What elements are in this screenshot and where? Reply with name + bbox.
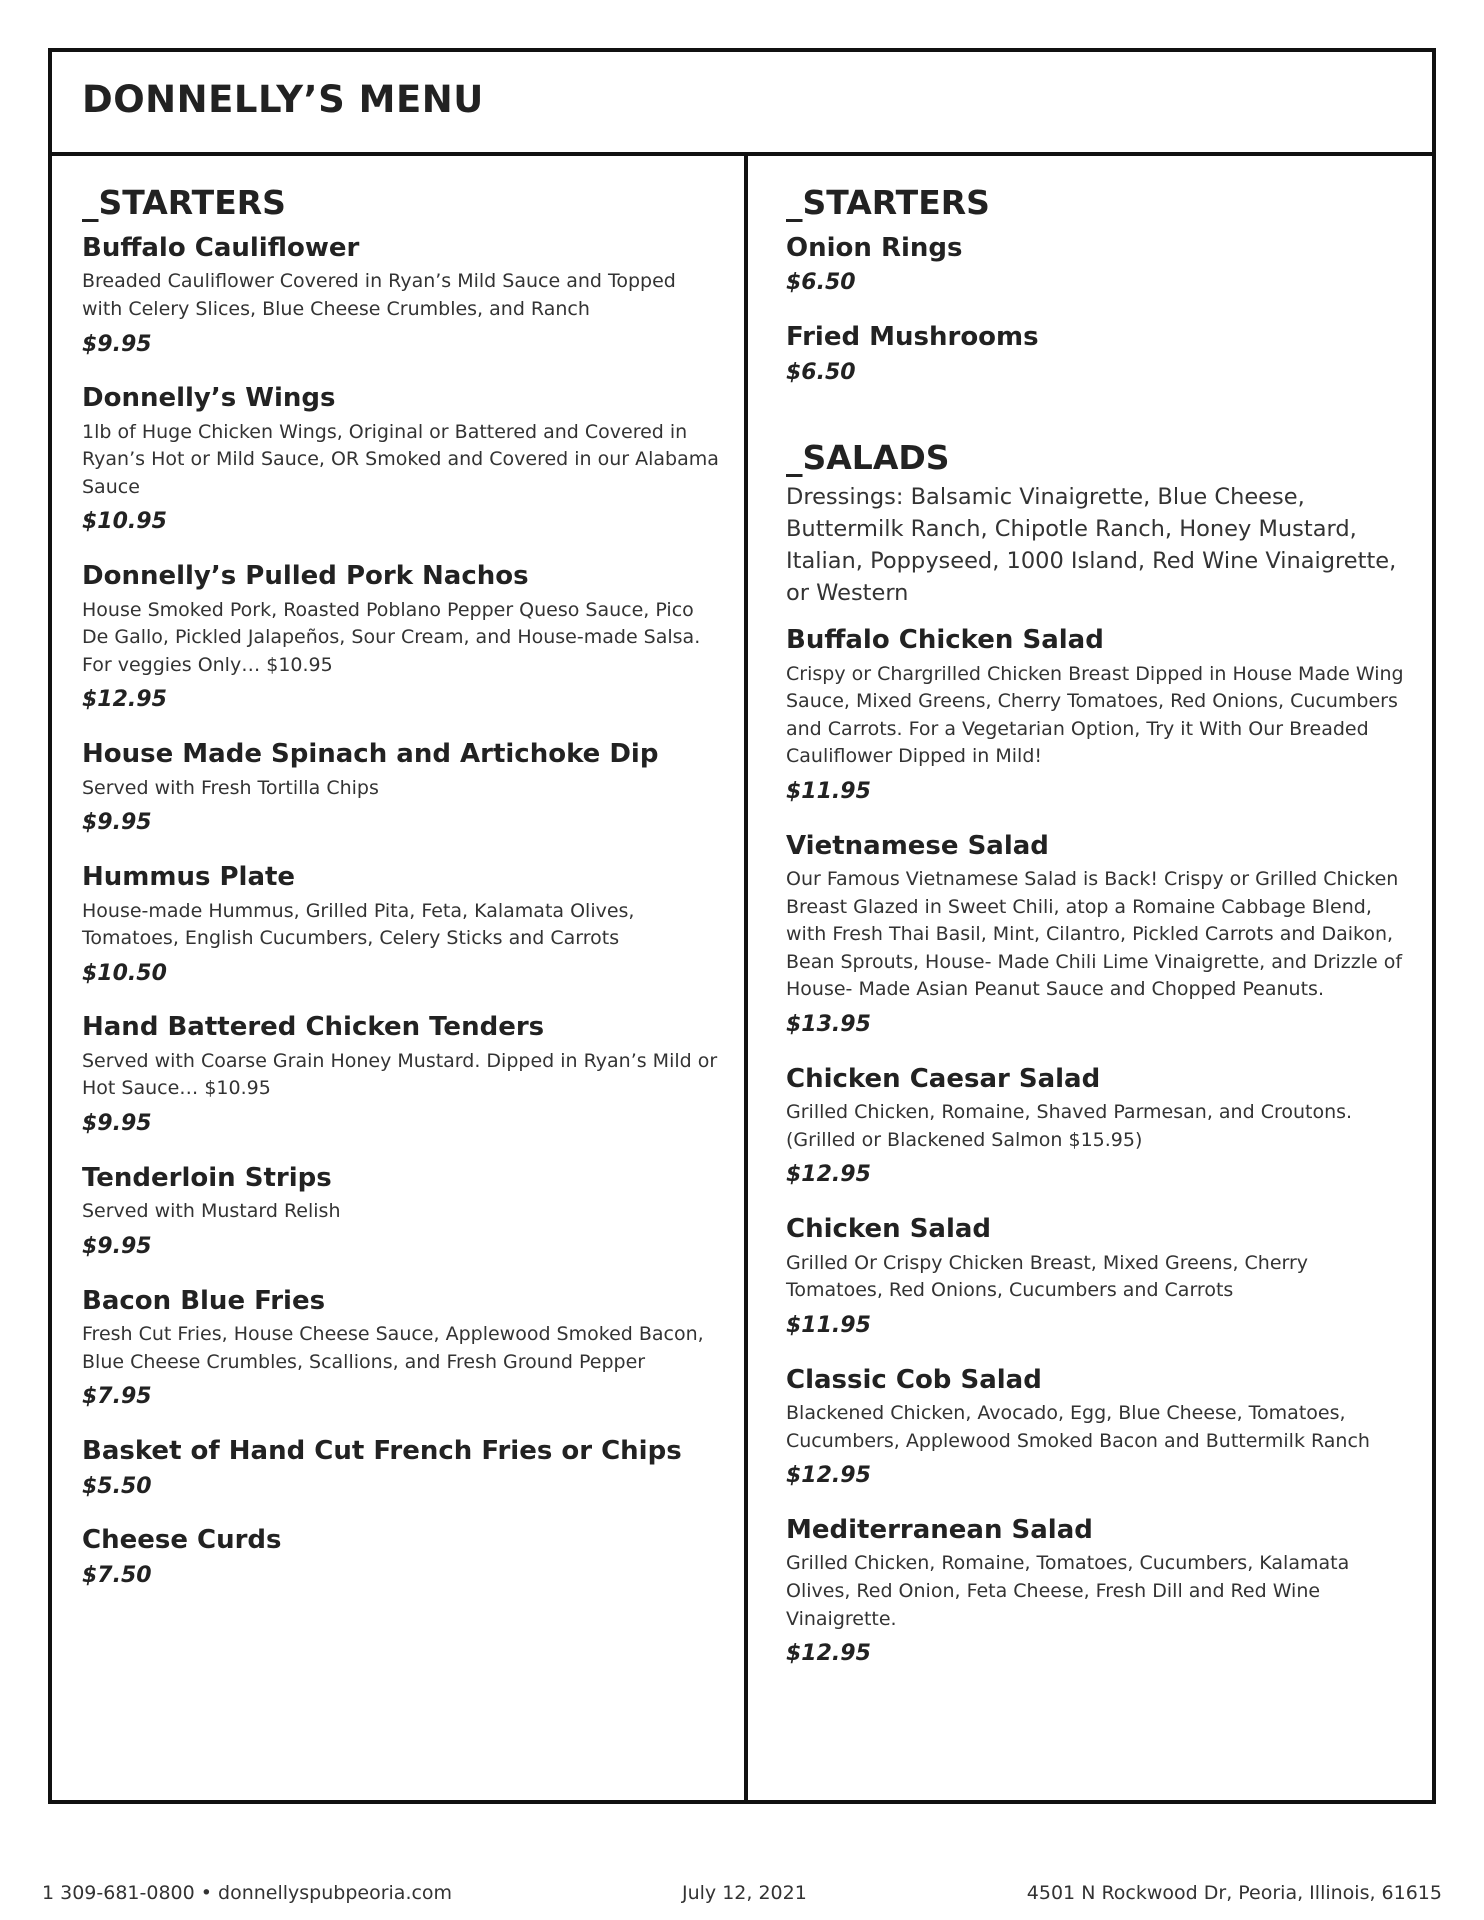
item-description: Crispy or Chargrilled Chicken Breast Dipped in House Made Wing Sauce, Mixed Greens, Cherry Tomatoes, Red Onions, Cucumbers and Carrots. For a Vegetarian Option, Try it With Our Breaded Cauliflower Dipped in Mild! [786,662,1404,768]
item-price: $10.95 [82,509,167,535]
menu-frame [48,48,1436,1804]
item-description: Fresh Cut Fries, House Cheese Sauce, Applewood Smoked Bacon, Blue Cheese Crumbles, Scallions, and Fresh Ground Pepper [82,1323,704,1373]
menu-item [82,738,722,839]
menu-title: DONNELLY’S MENU [82,78,484,121]
item-price: $9.95 [82,1111,152,1137]
right-column [786,152,1406,1800]
menu-item [786,1213,1406,1341]
menu-item [786,321,1406,388]
item-price: $9.95 [82,810,152,836]
item-name: Buffalo Cauliflower [82,232,360,263]
item-description: Our Famous Vietnamese Salad is Back! Crispy or Grilled Chicken Breast Glazed in Sweet Chili, atop a Romaine Cabbage Blend, with Fresh Thai Basil, Mint, Cilantro, Pickled Carrots and Daikon, Bean Sprouts, House- Made Chili Lime Vinaigrette, and Drizzle of House- Made Asian Peanut Sauce and Chopped Peanuts. [786,868,1403,1001]
item-description: Served with Coarse Grain Honey Mustard. Dipped in Ryan’s Mild or Hot Sauce… $10.95 [82,1049,718,1100]
section-title-starters: _STARTERS [82,183,286,222]
item-price: $6.50 [786,359,856,385]
menu-item [82,1435,722,1502]
item-name: Donnelly’s Wings [82,383,336,414]
item-name: Hand Battered Chicken Tenders [82,1012,545,1043]
footer-contact: 1 309-681-0800 • donnellyspubpeoria.com [42,1882,453,1904]
menu-item [786,1514,1406,1670]
item-description: House Smoked Pork, Roasted Poblano Pepper Queso Sauce, Pico De Gallo, Pickled Jalapeños, Sour Cream, and House-made Salsa. For veggies Only… $10.95 [82,598,701,676]
item-price: $7.50 [82,1562,152,1588]
item-description: Grilled Chicken, Romaine, Tomatoes, Cucumbers, Kalamata Olives, Red Onion, Feta Cheese, Fresh Dill and Red Wine Vinaigrette. [786,1552,1350,1630]
item-price: $10.50 [82,960,167,986]
item-price: $11.95 [786,1312,871,1338]
item-description: Served with Fresh Tortilla Chips [82,776,379,799]
menu-item [786,1364,1406,1492]
section-title-starters: _STARTERS [786,183,990,222]
menu-item [82,1011,722,1139]
item-price: $7.95 [82,1384,152,1410]
item-name: House Made Spinach and Artichoke Dip [82,739,659,770]
item-description: Blackened Chicken, Avocado, Egg, Blue Cheese, Tomatoes, Cucumbers, Applewood Smoked Bacon and Buttermilk Ranch [786,1402,1370,1452]
item-name: Fried Mushrooms [786,322,1039,353]
item-price: $13.95 [786,1011,871,1037]
menu-item [786,232,1406,299]
column-divider [744,152,748,1800]
menu-item [82,1162,722,1263]
item-price: $5.50 [82,1473,152,1499]
menu-item [82,560,722,716]
item-name: Vietnamese Salad [786,830,1049,861]
item-name: Classic Cob Salad [786,1364,1042,1395]
item-name: Chicken Caesar Salad [786,1063,1101,1094]
menu-header [52,52,1432,156]
item-name: Hummus Plate [82,862,296,893]
item-name: Buffalo Chicken Salad [786,625,1104,656]
item-price: $9.95 [82,1233,152,1259]
menu-item [786,830,1406,1041]
item-price: $12.95 [82,687,167,713]
item-description: 1lb of Huge Chicken Wings, Original or Battered and Covered in Ryan’s Hot or Mild Sauce, OR Smoked and Covered in our Alabama Sauce [82,420,719,498]
item-price: $12.95 [786,1641,871,1667]
menu-item [82,861,722,989]
section-title-salads: _SALADS [786,437,950,477]
footer-address: 4501 N Rockwood Dr, Peoria, Illinois, 61615 [1026,1882,1442,1904]
item-description: Served with Mustard Relish [82,1200,341,1223]
item-name: Donnelly’s Pulled Pork Nachos [82,561,529,592]
item-price: $6.50 [786,270,856,296]
item-name: Bacon Blue Fries [82,1285,326,1316]
item-price: $12.95 [786,1463,871,1489]
left-column [82,152,722,1800]
menu-item [786,1063,1406,1191]
item-name: Mediterranean Salad [786,1514,1093,1545]
item-name: Basket of Hand Cut French Fries or Chips [82,1436,682,1467]
item-name: Onion Rings [786,232,963,263]
menu-item [82,382,722,538]
menu-item [82,1285,722,1413]
item-description: House-made Hummus, Grilled Pita, Feta, Kalamata Olives, Tomatoes, English Cucumbers, Celery Sticks and Carrots [82,899,635,950]
item-description: Breaded Cauliflower Covered in Ryan’s Mild Sauce and Topped with Celery Slices, Blue Cheese Crumbles, and Ranch [82,270,676,320]
item-price: $11.95 [786,778,871,804]
item-price: $9.95 [82,331,152,357]
menu-item [82,1524,722,1591]
item-name: Cheese Curds [82,1525,282,1556]
footer-date: July 12, 2021 [682,1882,807,1904]
item-name: Chicken Salad [786,1214,992,1245]
menu-item [82,232,722,360]
item-name: Tenderloin Strips [82,1162,332,1193]
item-description: Grilled Or Crispy Chicken Breast, Mixed Greens, Cherry Tomatoes, Red Onions, Cucumbers and Carrots [786,1251,1309,1302]
item-description: Grilled Chicken, Romaine, Shaved Parmesan, and Croutons. (Grilled or Blackened Salmon $15.95) [786,1101,1353,1151]
item-price: $12.95 [786,1162,871,1188]
dressings-list: Dressings: Balsamic Vinaigrette, Blue Cheese, Buttermilk Ranch, Chipotle Ranch, Honey Mustard, Italian, Poppyseed, 1000 Island, Red Wine Vinaigrette, or Western [786,484,1397,607]
menu-item [786,624,1406,807]
